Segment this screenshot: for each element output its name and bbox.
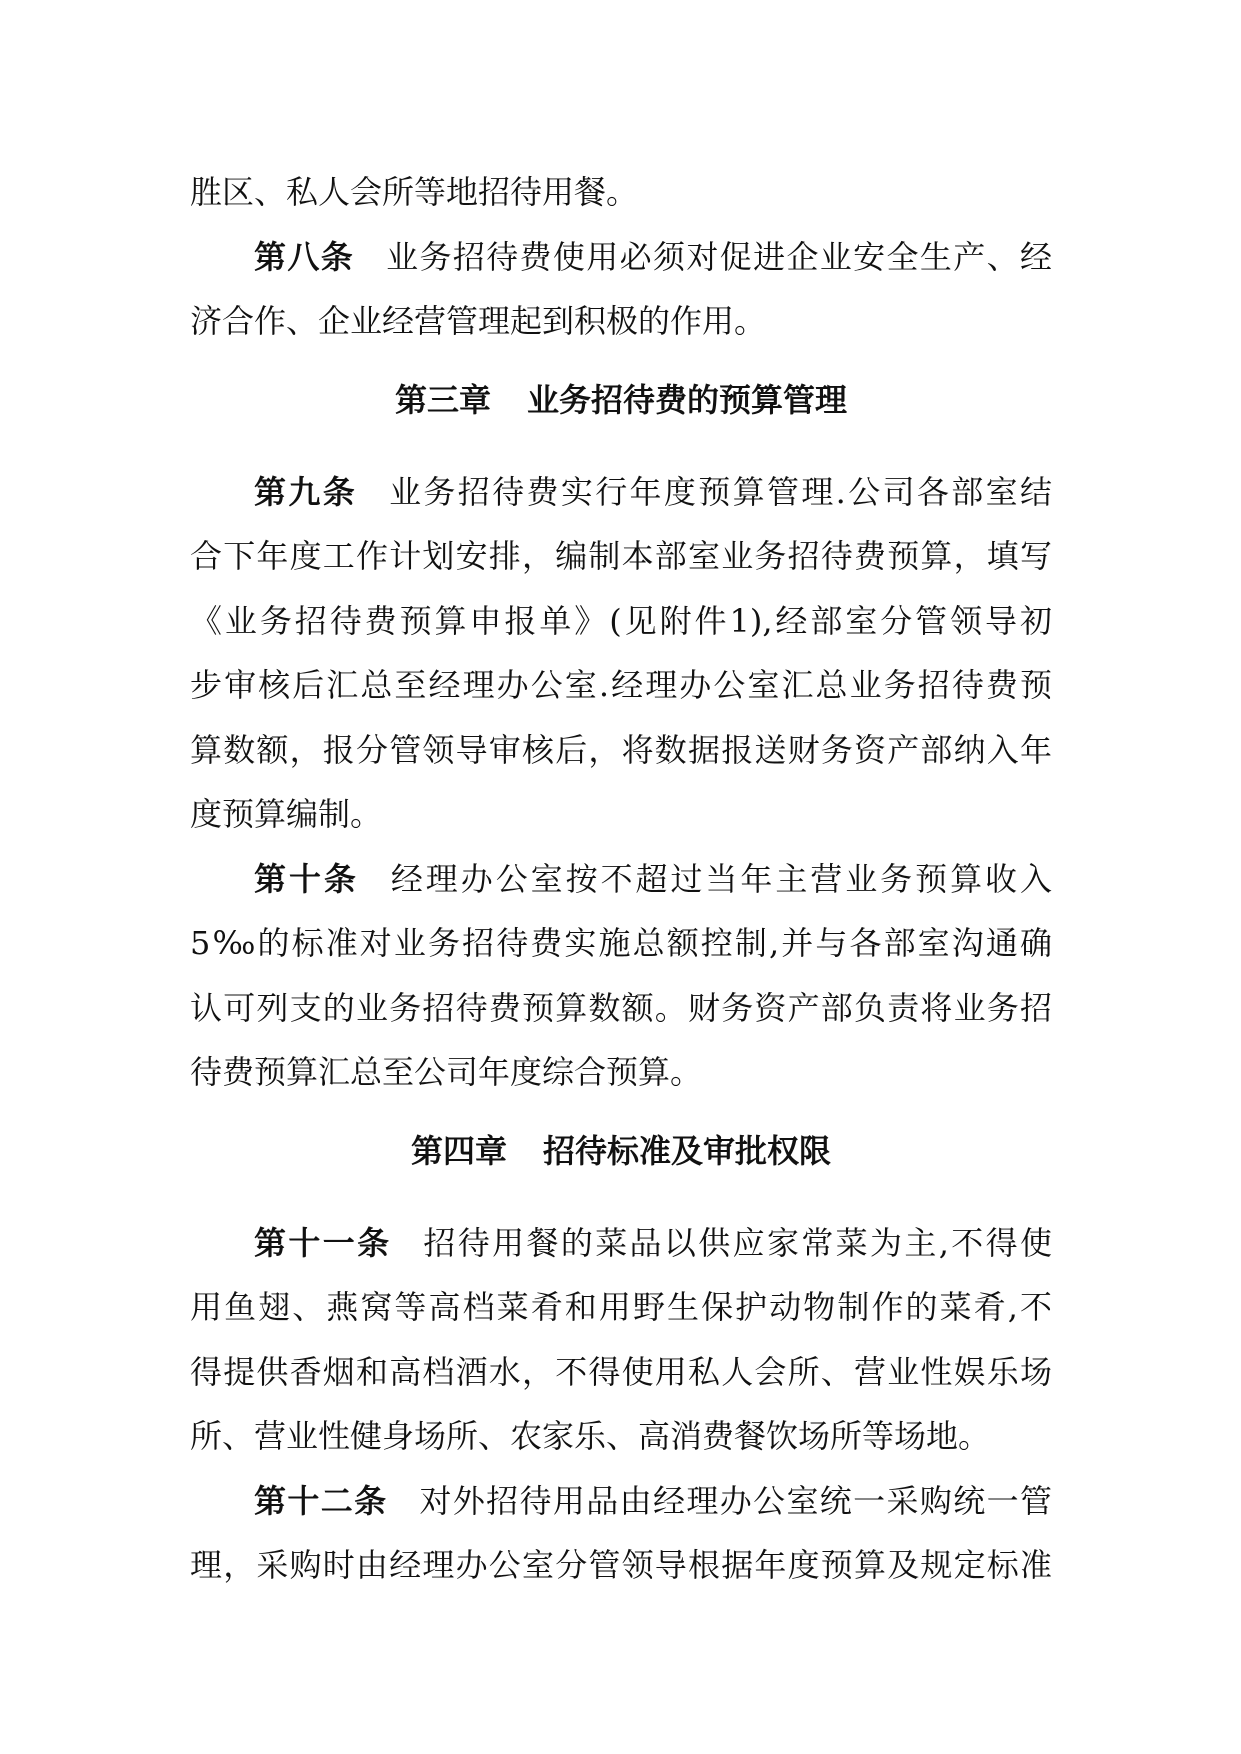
chapter-4-heading	[190, 1105, 1052, 1211]
article-text: 经理办公室按不超过当年主营业务预算收入	[390, 859, 1052, 898]
document-page	[190, 160, 1052, 1598]
text-line: 济合作、企业经营管理起到积极的作用。	[190, 302, 767, 340]
article-12-first-line	[190, 1469, 1052, 1534]
text-line: 算数额，报分管领导审核后，将数据报送财务资产部纳入年	[190, 730, 1052, 769]
text-line: 《业务招待费预算申报单》(见附件1),经部室分管领导初	[190, 601, 1052, 640]
text-line: 度预算编制。	[190, 795, 383, 833]
chapter-title: 业务招待费的预算管理	[527, 380, 848, 419]
article-text: 业务招待费使用必须对促进企业安全生产、经	[386, 237, 1052, 276]
article-11-first-line	[190, 1211, 1052, 1276]
article-text: 招待用餐的菜品以供应家常菜为主,不得使	[423, 1223, 1052, 1262]
article-8-first-line	[190, 225, 1052, 290]
chapter-title: 招待标准及审批权限	[543, 1131, 832, 1170]
chapter-number: 第四章	[410, 1131, 507, 1170]
article-label: 第八条	[254, 237, 355, 276]
text-line: 所、营业性健身场所、农家乐、高消费餐饮场所等场地。	[190, 1417, 991, 1455]
chapter-3-heading	[190, 354, 1052, 460]
article-label: 第十条	[254, 859, 359, 898]
text-line: 步审核后汇总至经理办公室.经理办公室汇总业务招待费预	[190, 666, 1052, 704]
article-label: 第十二条	[254, 1481, 388, 1520]
text-line: 理，采购时由经理办公室分管领导根据年度预算及规定标准	[190, 1546, 1052, 1584]
article-10-first-line	[190, 847, 1052, 912]
article-text: 对外招待用品由经理办公室统一采购统一管	[419, 1481, 1052, 1520]
text-line: 用鱼翅、燕窝等高档菜肴和用野生保护动物制作的菜肴,不	[190, 1288, 1052, 1326]
article-label: 第十一条	[254, 1223, 392, 1262]
text-line: 待费预算汇总至公司年度综合预算。	[190, 1053, 703, 1091]
text-line: 得提供香烟和高档酒水，不得使用私人会所、营业性娱乐场	[190, 1352, 1052, 1391]
text-line: 5‰的标准对业务招待费实施总额控制,并与各部室沟通确	[190, 924, 1052, 962]
chapter-number: 第三章	[394, 380, 491, 419]
text-line: 认可列支的业务招待费预算数额。财务资产部负责将业务招	[190, 988, 1052, 1027]
article-9-first-line	[190, 460, 1052, 525]
article-text: 业务招待费实行年度预算管理.公司各部室结	[389, 472, 1052, 511]
article-label: 第九条	[254, 472, 358, 511]
text-line: 胜区、私人会所等地招待用餐。	[190, 173, 639, 211]
text-line: 合下年度工作计划安排，编制本部室业务招待费预算，填写	[190, 537, 1052, 575]
